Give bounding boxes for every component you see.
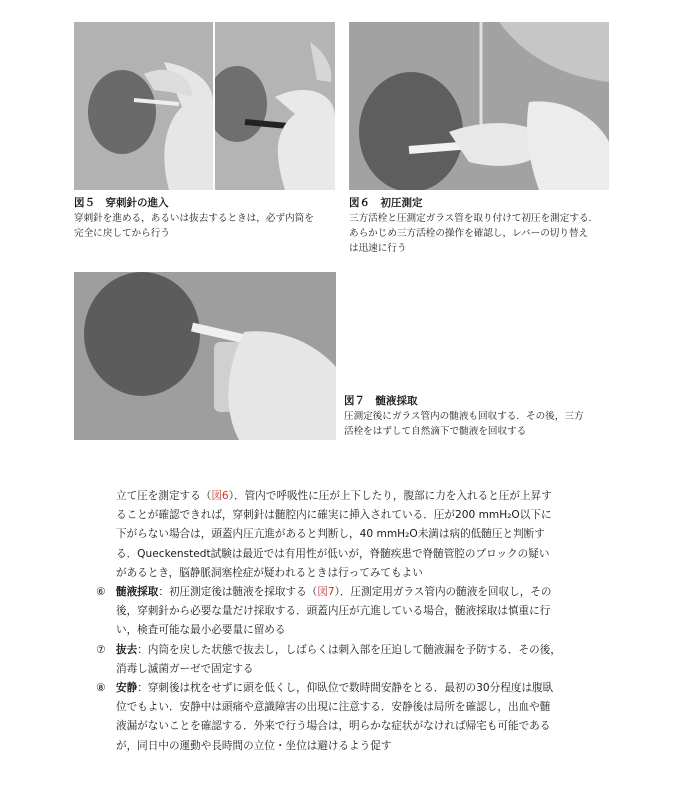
step-number: ⑥ [96, 586, 106, 599]
figure7-photo [74, 272, 336, 440]
figure6-caption-line-3: は迅速に行う [349, 243, 407, 254]
figure6-caption-line-1: 三方活栓と圧測定ガラス管を取り付けて初圧を測定する． [349, 213, 599, 224]
figure7-caption-line-1: 圧測定後にガラス管内の髄液も回収する．その後，三方 [344, 411, 584, 422]
step-number: ⑧ [96, 682, 106, 695]
intro-line: 下がらない場合は，頭蓋内圧亢進があると判断し，40 mmH₂O未満は病的低髄圧と判断す [116, 528, 545, 541]
figure5-caption-line-2: 完全に戻してから行う [74, 228, 170, 239]
figure6-caption-line-2: あらかじめ三方活栓の操作を確認し，レバーの切り替え [349, 228, 589, 239]
intro-line: ることが確認できれば，穿刺針は髄腔内に確実に挿入されている．圧が200 mmH₂O以下に [116, 509, 552, 522]
intro-line: があるとき，脳静脈洞塞栓症が疑われるときは行ってみてもよい [116, 566, 423, 579]
step-line: い，検査可能な最小必要量に留める [116, 624, 286, 637]
step-line: 後，穿刺針から必要な量だけ採取する．頭蓋内圧が亢進している場合，髄液採取は慎重に行 [116, 605, 551, 618]
step-label: 抜去 [116, 643, 138, 656]
step-number: ⑦ [96, 643, 106, 656]
figure6-photo [349, 22, 609, 190]
step-line: 位でもよい．安静中は頭痛や意識障害の出現に注意する．安静後は局所を確認し，出血や髄 [116, 701, 551, 714]
figure7-title: 図７ 髄液採取 [344, 395, 418, 407]
step-line: 液漏がないことを確認する．外来で行う場合は，明らかな症状がなければ帰宅も可能である [116, 720, 551, 733]
figure6-title: 図６ 初圧測定 [349, 197, 423, 209]
figure5-title: 図５ 穿刺針の進入 [74, 197, 169, 209]
figure7-caption-line-2: 活栓をはずして自然滴下で髄液を回収する [344, 426, 527, 437]
figure5-photo-left [74, 22, 213, 190]
step-label: 髄液採取 [116, 586, 159, 599]
step-6-csf-collection: ⑥ 髄液採取：初圧測定後は髄液を採取する（図7）．圧測定用ガラス管内の髄液を回収し，その 後，穿刺針から必要な量だけ採取する．頭蓋内圧が亢進している場合，髄液採取は慎重に行 い，検査可能な最小必要量に留める [116, 583, 621, 641]
figure5-caption-line-1: 穿刺針を進める，あるいは抜去するときは，必ず内筒を [74, 213, 314, 224]
body-text [96, 487, 621, 756]
step-label: 安静 [116, 682, 138, 695]
figure5-photo-right [215, 22, 335, 190]
intro-line: 立て圧を測定する（図6）．管内で呼吸性に圧が上下したり，腹部に力を入れると圧が上昇す [116, 490, 552, 502]
step-8-rest: ⑧ 安静：穿刺後は枕をせずに頭を低くし，仰臥位で数時間安静をとる．最初の30分程度は腹臥 位でもよい．安静中は頭痛や意識障害の出現に注意する．安静後は局所を確認し，出血や髄 液漏がないことを確認する．外来で行う場合は，明らかな症状がなければ帰宅も可能である が，同日中の運動や長時間の立位・坐位は避けるよう促す [116, 679, 621, 756]
intro-line: る．Queckenstedt試験は最近では有用性が低いが，脊髄疾患で脊髄管腔のブロックの疑い [116, 547, 550, 560]
figure7-reference[interactable]: 図7 [317, 586, 335, 599]
figure6-reference[interactable]: 図6 [211, 490, 229, 502]
step-line: が，同日中の運動や長時間の立位・坐位は避けるよう促す [116, 739, 392, 752]
step-line: 消毒し滅菌ガーゼで固定する [116, 662, 254, 675]
step-7-removal: ⑦ 抜去：内筒を戻した状態で抜去し，しばらくは刺入部を圧迫して髄液漏を予防する．その後， 消毒し滅菌ガーゼで固定する [116, 641, 621, 679]
